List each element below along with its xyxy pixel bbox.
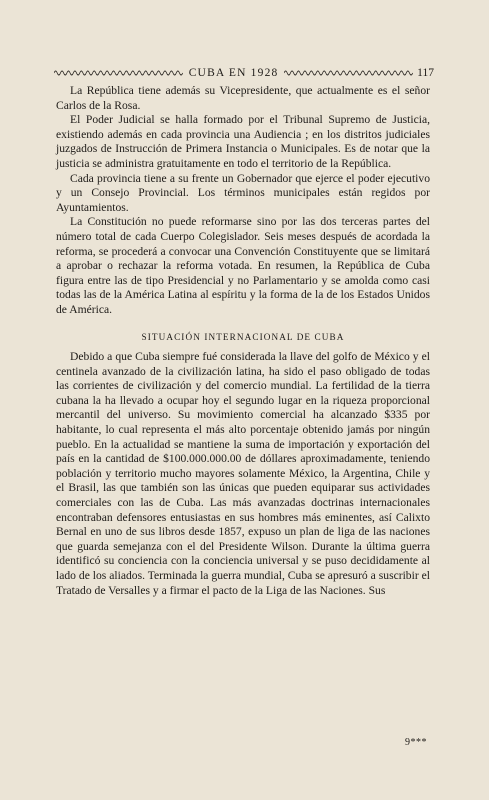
paragraph-poder-judicial: El Poder Judicial se halla formado por el Tribunal Supremo de Justicia, existiendo además en cada provincia una Audiencia ; en los distritos judiciales juzgados de Instrucción de Primera Instancia o Municipales. Es de notar que la justicia se administra gratuitamente en todo el territorio de la República. (56, 113, 430, 170)
paragraph-situacion-internacional: Debido a que Cuba siempre fué considerada la llave del golfo de México y el centinela avanzado de la civilización latina, ha sido el paso obligado de todas las corrientes de civilización y del comercio mundial. La fertilidad de la tierra cubana la ha llevado a ocupar hoy el segundo lugar en la riqueza proporcional mercantil del universo. Su movimiento comercial ha alcanzado $335 por habitante, lo cual representa el más alto porcentaje obtenido jamás por ningún pueblo. En la actualidad se mantiene la suma de importación y exportación del país en la cantidad de $100.000.000.00 de dóllares aproximadamente, teniendo población y territorio mucho mayores solamente México, la Argentina, Chile y el Brasil, las que también son las únicas que pueden equiparar sus actividades comerciales con las de Cuba. Las más avanzadas doctrinas internacionales encontraban defensores entusiastas en sus hombres más eminentes, así Calixto Bernal en uno de sus libros desde 1857, expuso un plan de liga de las naciones que guarda semejanza con el del Presidente Wilson. Durante la última guerra identificó su conciencia con la conciencia universal y se puso decididamente al lado de los aliados. Terminada la guerra mundial, Cuba se apresuró a suscribir el Tratado de Versalles y a firmar el pacto de la Liga de las Naciones. Sus (56, 350, 430, 597)
section-heading: SITUACIÓN INTERNACIONAL DE CUBA (141, 331, 345, 342)
wavy-rule-left (54, 69, 183, 77)
running-header (54, 66, 434, 80)
signature-mark: 9*** (405, 737, 427, 748)
running-title: CUBA EN 1928 (188, 67, 279, 79)
paragraph-constitucion: La Constitución no puede reformarse sino por las dos terceras partes del número total de cada Cuerpo Colegislador. Seis meses después de acordada la reforma, se procederá a convocar una Convención Constituyente que se limitará a aprobar o rechazar la reforma votada. En resumen, la República de Cuba figura entre las de tipo Presidencial y no Parlamentario y se amolda como casi todas las de la América Latina al espíritu y la forma de la de los Estados Unidos de América. (56, 215, 430, 316)
paragraph-vicepresidente: La República tiene además su Vicepresidente, que actualmente es el señor Carlos de la Rosa. (56, 84, 430, 112)
body-text (56, 84, 430, 598)
paragraph-provincias: Cada provincia tiene a su frente un Gobernador que ejerce el poder ejecutivo y un Consejo Provincial. Los términos municipales están regidos por Ayuntamientos. (56, 171, 430, 214)
wavy-rule-right (284, 69, 413, 77)
page-number: 117 (417, 67, 434, 79)
